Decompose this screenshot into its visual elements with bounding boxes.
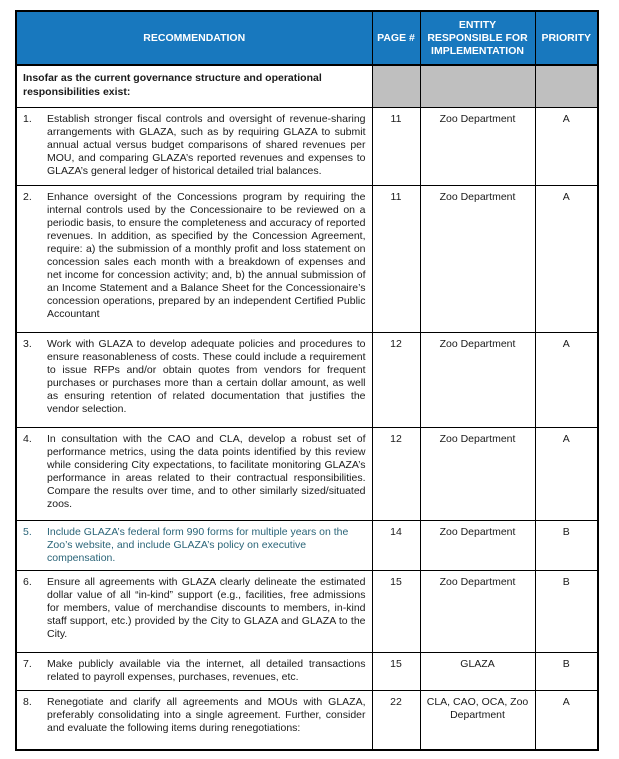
- row-number: 8.: [23, 695, 32, 708]
- recommendation-text: Include GLAZA’s federal form 990 forms for multiple years on the Zoo’s website, and include GLAZA’s policy on executive compensation.: [47, 525, 349, 564]
- recommendation-text: Make publicly available via the internet, all detailed transactions related to payroll expenses, purchases, revenues, etc.: [47, 657, 366, 683]
- row-number: 5.: [23, 525, 32, 538]
- entity-responsible: Zoo Department: [420, 427, 535, 520]
- entity-responsible: CLA, CAO, OCA, Zoo Department: [420, 690, 535, 750]
- recommendation-cell: [16, 570, 372, 652]
- recommendation-text: Enhance oversight of the Concessions program by requiring the internal controls used by the Concessionaire to be reviewed on a periodic basis, to ensure the completeness and accuracy of reported revenues. In addition, as specified by the Concession Agreement, require: a) the submission of a monthly profit and loss statement on concession sales each month with a breakdown of expenses and net income for concession activity; and, b) the annual submission of an Income Statement and a Balance Sheet for the Concessionaire’s concession operations, prepared by an independent Certified Public Accountant: [47, 190, 366, 320]
- priority-value: B: [535, 520, 598, 570]
- page-number: 15: [372, 652, 420, 690]
- section-header-text: Insofar as the current governance structure and operational responsibilities exist:: [16, 65, 372, 107]
- row-number: 3.: [23, 337, 32, 350]
- row-number: 2.: [23, 190, 32, 203]
- entity-responsible: Zoo Department: [420, 332, 535, 427]
- table-row-2: [16, 185, 598, 332]
- table-header-row: [16, 11, 598, 65]
- priority-value: A: [535, 332, 598, 427]
- recommendation-cell: [16, 427, 372, 520]
- entity-responsible: Zoo Department: [420, 185, 535, 332]
- row-number: 7.: [23, 657, 32, 670]
- recommendation-cell: [16, 652, 372, 690]
- priority-value: A: [535, 427, 598, 520]
- col-header-entity: ENTITY RESPONSIBLE FOR IMPLEMENTATION: [420, 11, 535, 65]
- section-gray-cell: [420, 65, 535, 107]
- col-header-priority: PRIORITY: [535, 11, 598, 65]
- entity-responsible: Zoo Department: [420, 570, 535, 652]
- recommendations-table: [15, 10, 599, 751]
- recommendation-text: In consultation with the CAO and CLA, develop a robust set of performance metrics, using the data points identified by this review while considering City expectations, to facilitate monitoring GLAZA’s performance in areas related to their contractual responsibilities. Compare the results over time, and to other similarly sized/situated zoos.: [47, 432, 366, 510]
- table-row-7: [16, 652, 598, 690]
- priority-value: A: [535, 690, 598, 750]
- row-number: 1.: [23, 112, 32, 125]
- recommendation-text: Establish stronger fiscal controls and oversight of revenue-sharing arrangements with GLAZA, such as by requiring GLAZA to submit annual actual versus budget comparisons of shared revenues per MOU, and comparing GLAZA’s reported revenues and expenses to GLAZA’s general ledger of historical detailed trial balances.: [47, 112, 366, 177]
- row-number: 6.: [23, 575, 32, 588]
- recommendation-cell: [16, 332, 372, 427]
- table-row-1: [16, 107, 598, 185]
- row-number: 4.: [23, 432, 32, 445]
- section-gray-cell: [535, 65, 598, 107]
- section-gray-cell: [372, 65, 420, 107]
- table-row-6: [16, 570, 598, 652]
- col-header-recommendation: RECOMMENDATION: [16, 11, 372, 65]
- recommendation-text: Work with GLAZA to develop adequate policies and procedures to ensure reasonableness of costs. These could include a requirement to issue RFPs and/or obtain quotes from vendors for frequent purchases or purchases more than a certain dollar amount, as well as ensuring retention of related documentation that justifies the vendor selection.: [47, 337, 366, 415]
- page-number: 14: [372, 520, 420, 570]
- recommendation-text: Renegotiate and clarify all agreements and MOUs with GLAZA, preferably consolidating into a single agreement. Further, consider and evaluate the following items during renegotiations:: [47, 695, 366, 734]
- table-row-5: [16, 520, 598, 570]
- page-number: 11: [372, 185, 420, 332]
- entity-responsible: Zoo Department: [420, 107, 535, 185]
- col-header-page: PAGE #: [372, 11, 420, 65]
- recommendation-cell: [16, 690, 372, 750]
- section-header-row: [16, 65, 598, 107]
- page-number: 12: [372, 427, 420, 520]
- recommendation-cell: [16, 520, 372, 570]
- page-number: 12: [372, 332, 420, 427]
- table-row-4: [16, 427, 598, 520]
- priority-value: A: [535, 107, 598, 185]
- recommendation-text: Ensure all agreements with GLAZA clearly delineate the estimated dollar value of all “in-kind” support (e.g., facilities, free admissions for members, value of merchandise discounts to members, in-kind staff support, etc.) provided by the City to GLAZA and GLAZA to the City.: [47, 575, 366, 640]
- table-row-3: [16, 332, 598, 427]
- recommendation-cell: [16, 107, 372, 185]
- page-number: 11: [372, 107, 420, 185]
- priority-value: B: [535, 652, 598, 690]
- recommendation-cell: [16, 185, 372, 332]
- entity-responsible: GLAZA: [420, 652, 535, 690]
- priority-value: B: [535, 570, 598, 652]
- table-row-8: [16, 690, 598, 750]
- page-number: 22: [372, 690, 420, 750]
- page-number: 15: [372, 570, 420, 652]
- entity-responsible: Zoo Department: [420, 520, 535, 570]
- priority-value: A: [535, 185, 598, 332]
